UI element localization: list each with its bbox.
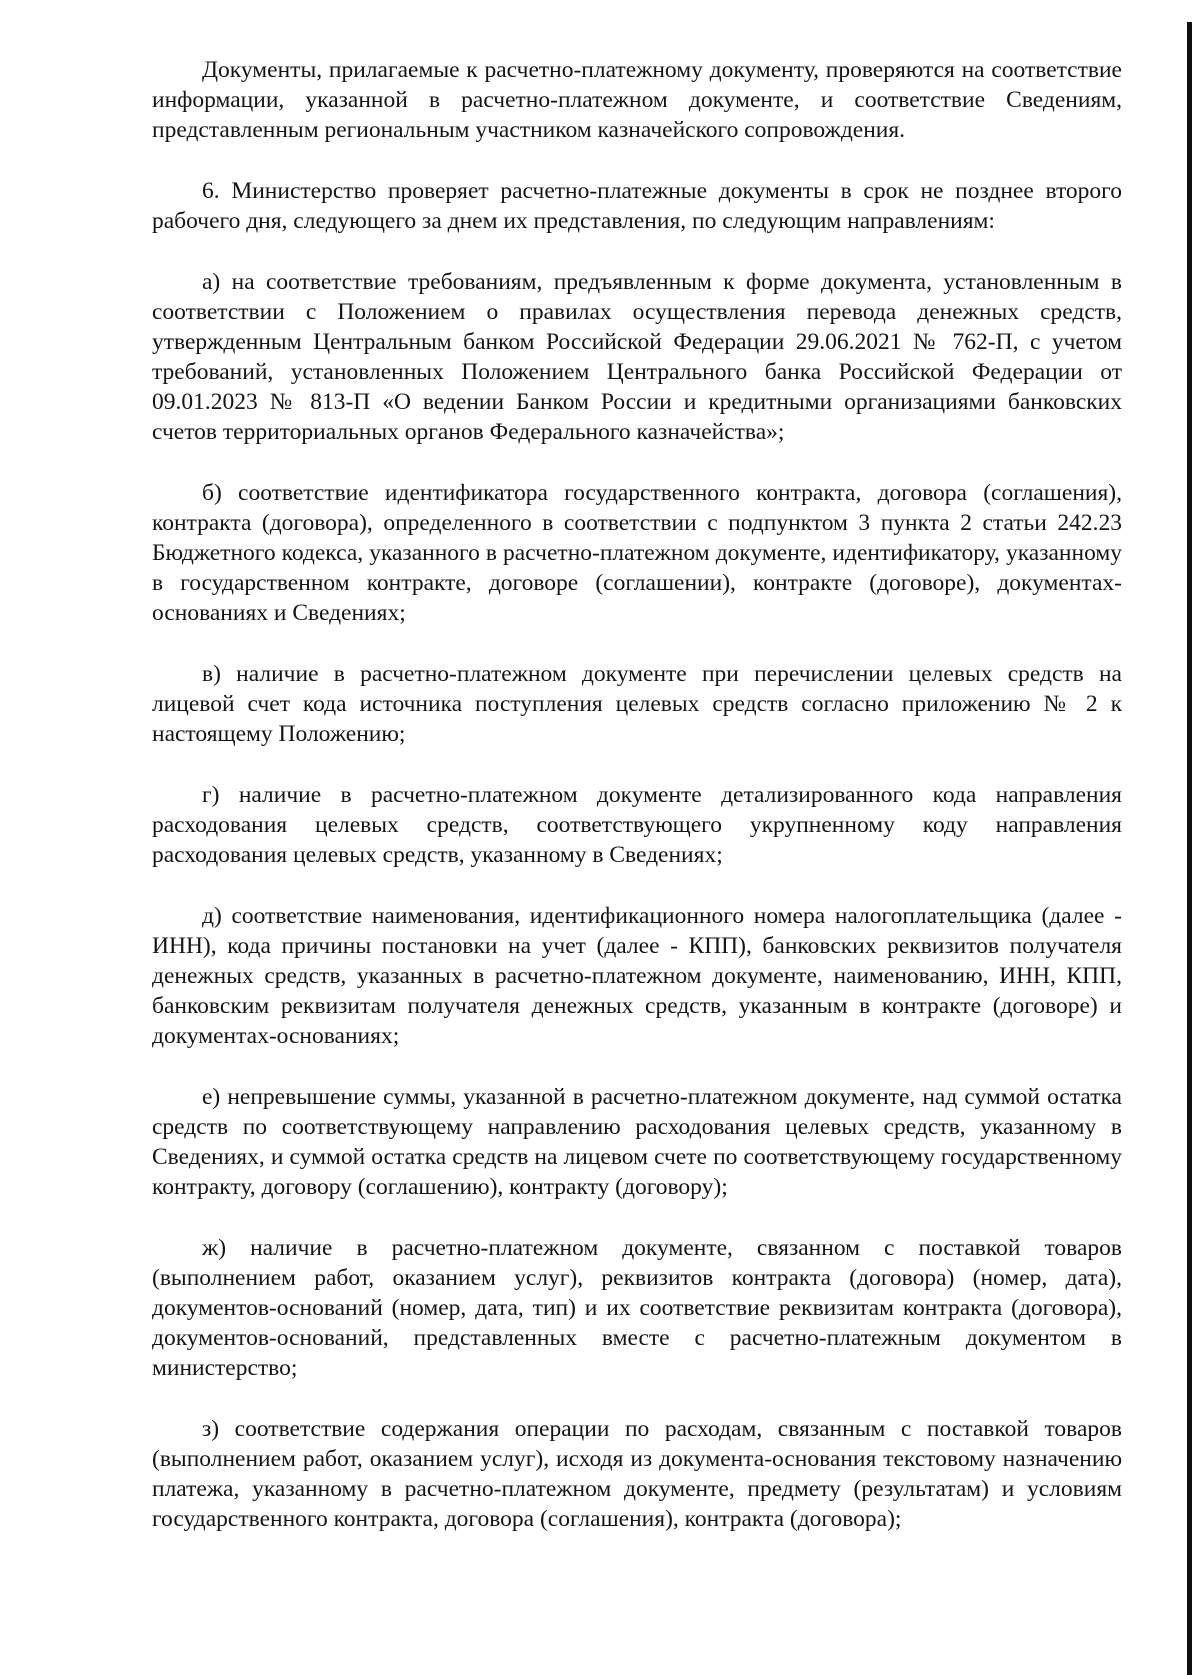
paragraph-subitem-e: е) непревышение суммы, указанной в расчетно-платежном документе, над суммой остатка средств по соответствующему направлению расходования целевых средств, указанному в Сведениях, и суммой остатка средств на лицевом счете по соответствующему государственному контракту, договору (соглашению), контракту (договору); (152, 1084, 1122, 1200)
paragraph-subitem-z: з) соответствие содержания операции по расходам, связанным с поставкой товаров (выполнением работ, оказанием услуг), исходя из документа-основания текстовому назначению платежа, указанному в расчетно-платежном документе, предмету (результатам) и условиям государственного контракта, договора (соглашения), контракта (договора); (152, 1416, 1122, 1532)
paragraph-subitem-b: б) соответствие идентификатора государственного контракта, договора (соглашения), контракта (договора), определенного в соответствии с подпунктом 3 пункта 2 статьи 242.23 Бюджетного кодекса, указанного в расчетно-платежном документе, идентификатору, указанному в государственном контракте, договоре (соглашении), контракте (договоре), документах-основаниях и Сведениях; (152, 480, 1122, 626)
paragraph-documents-check: Документы, прилагаемые к расчетно-платежному документу, проверяются на соответствие информации, указанной в расчетно-платежном документе, и соответствие Сведениям, представленным региональным участником казначейского сопровождения. (152, 57, 1122, 143)
paragraph-subitem-a: а) на соответствие требованиям, предъявленным к форме документа, установленным в соответствии с Положением о правилах осуществления перевода денежных средств, утвержденным Центральным банком Российской Федерации 29.06.2021 № 762-П, с учетом требований, установленных Положением Центрального банка Российской Федерации от 09.01.2023 № 813-П «О ведении Банком России и кредитными организациями банковских счетов территориальных органов Федерального казначейства»; (152, 269, 1122, 445)
scan-border-line (1187, 22, 1192, 1675)
paragraph-item-6: 6. Министерство проверяет расчетно-платежные документы в срок не позднее второго рабочего дня, следующего за днем их представления, по следующим направлениям: (152, 178, 1122, 234)
paragraph-subitem-g: г) наличие в расчетно-платежном документе детализированного кода направления расходования целевых средств, соответствующего укрупненному коду направления расходования целевых средств, указанному в Сведениях; (152, 782, 1122, 868)
paragraph-subitem-v: в) наличие в расчетно-платежном документе при перечислении целевых средств на лицевой счет кода источника поступления целевых средств согласно приложению № 2 к настоящему Положению; (152, 661, 1122, 747)
paragraph-subitem-d: д) соответствие наименования, идентификационного номера налогоплательщика (далее - ИНН), кода причины постановки на учет (далее - КПП), банковских реквизитов получателя денежных средств, указанных в расчетно-платежном документе, наименованию, ИНН, КПП, банковским реквизитам получателя денежных средств, указанным в контракте (договоре) и документах-основаниях; (152, 903, 1122, 1049)
paragraph-subitem-zh: ж) наличие в расчетно-платежном документе, связанном с поставкой товаров (выполнением работ, оказанием услуг), реквизитов контракта (договора) (номер, дата), документов-оснований (номер, дата, тип) и их соответствие реквизитам контракта (договора), документов-оснований, представленных вместе с расчетно-платежным документом в министерство; (152, 1235, 1122, 1381)
document-body (152, 55, 1122, 1534)
